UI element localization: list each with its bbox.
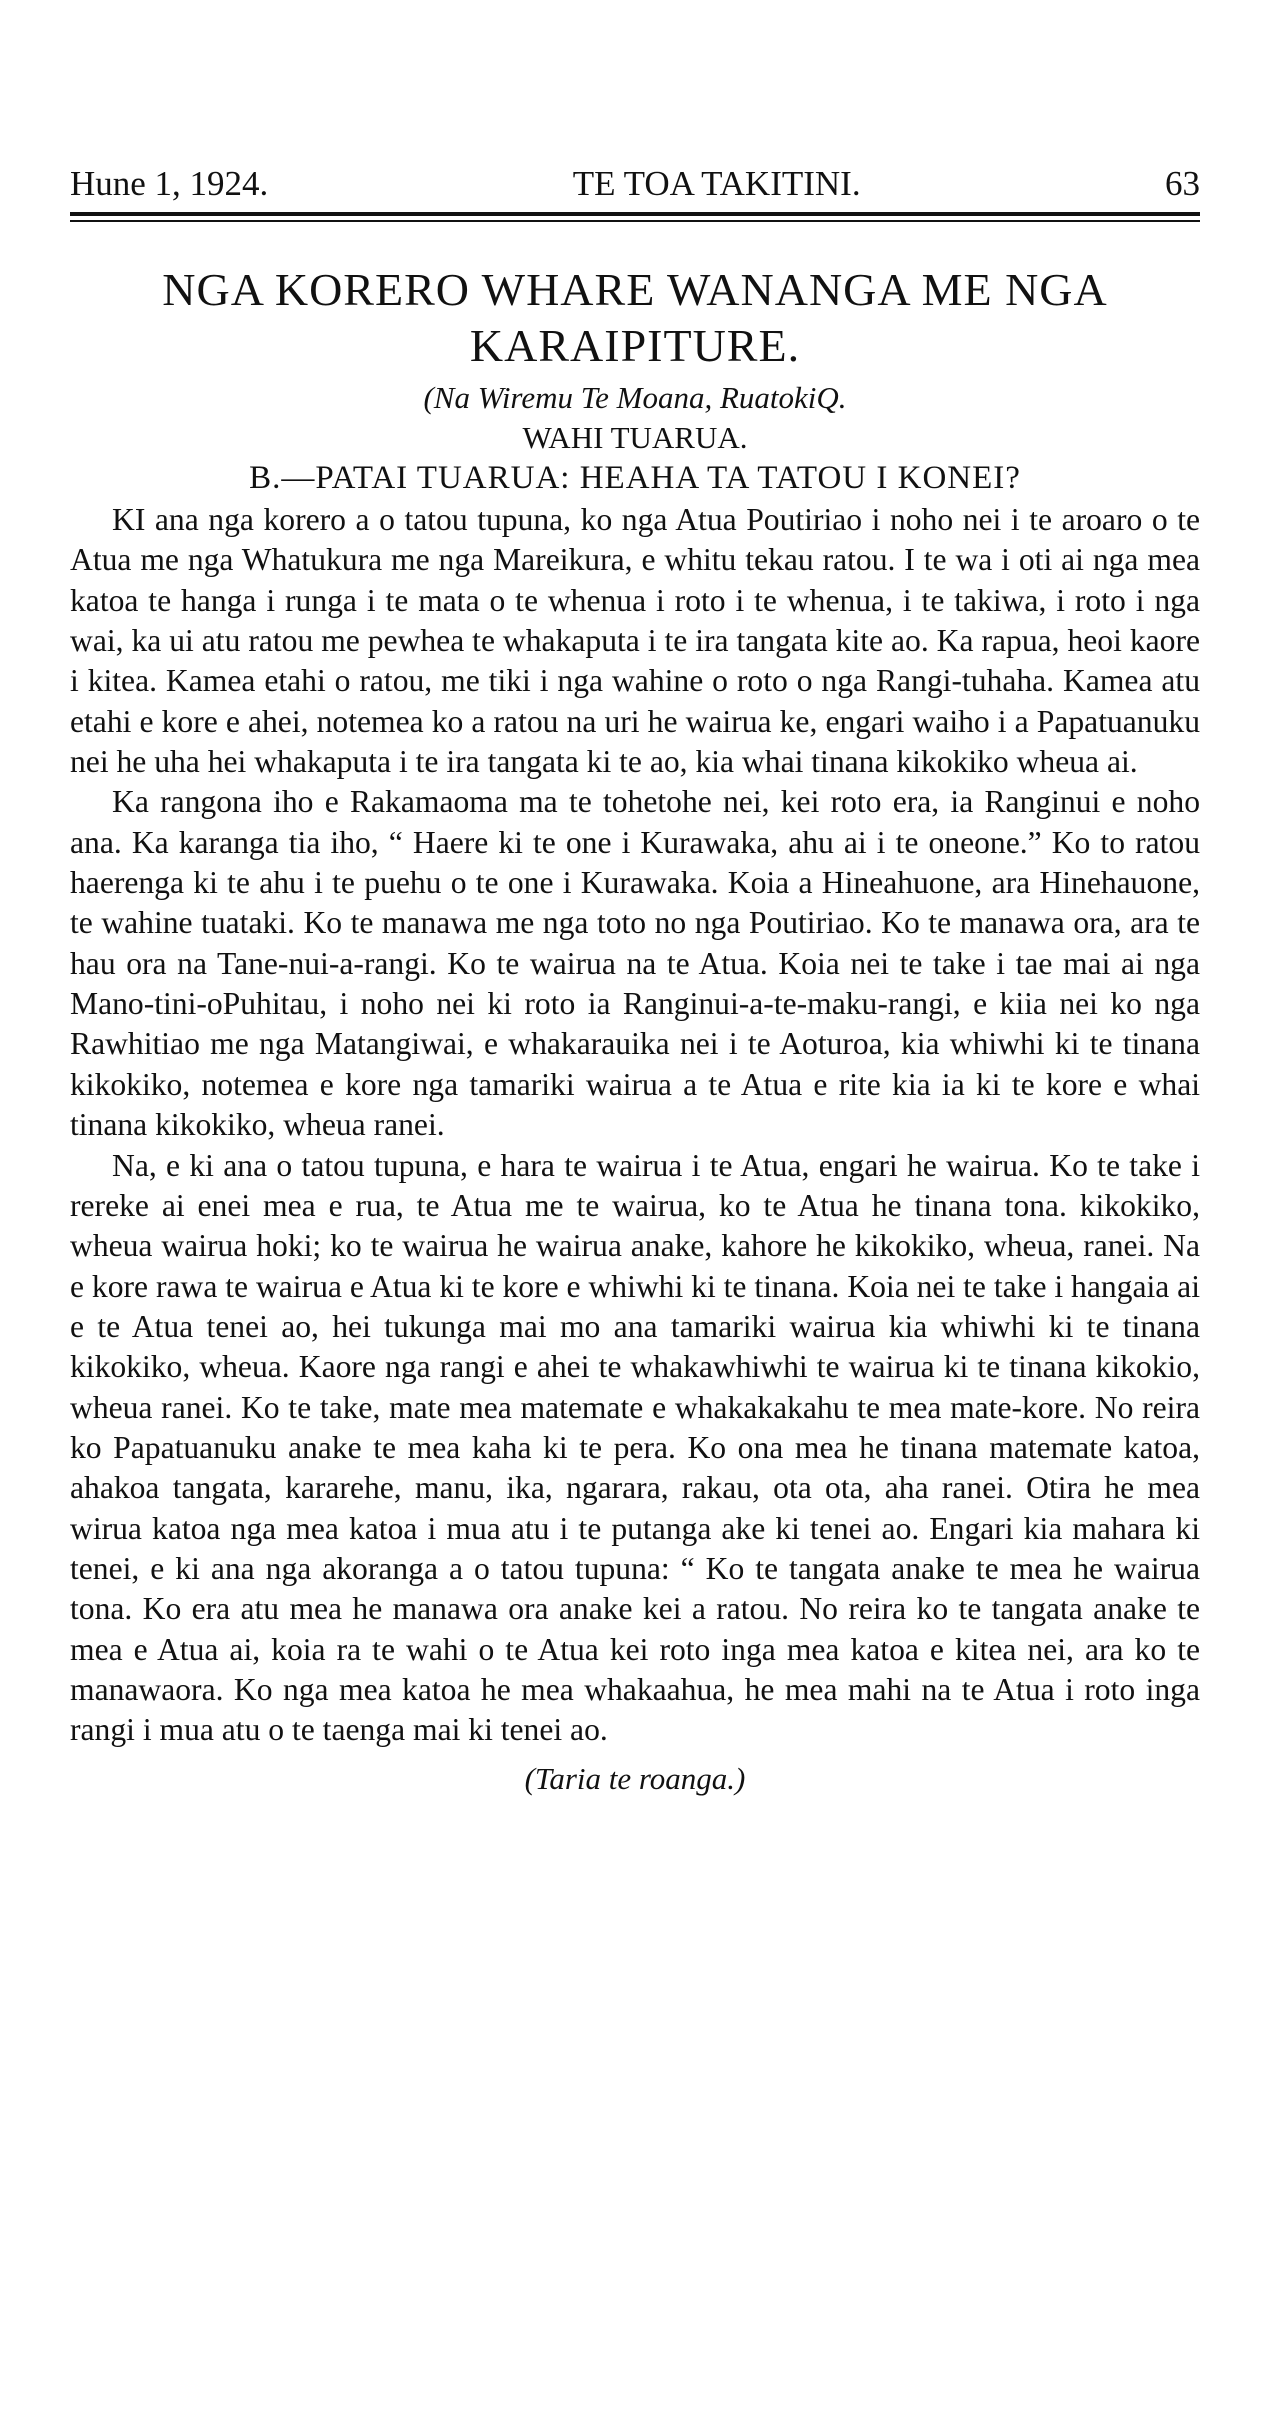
article-title: NGA KORERO WHARE WANANGA ME NGA KARAIPITURE. — [162, 264, 1108, 371]
header-rule-thick — [70, 212, 1200, 216]
article-body — [70, 500, 1200, 1751]
article-subheading: B.—PATAI TUARUA: HEAHA TA TATOU I KONEI? — [249, 460, 1021, 496]
issue-date: Hune 1, 1924. — [70, 164, 269, 203]
newspaper-page — [70, 160, 1200, 1799]
continued-note: (Taria te roanga.) — [524, 1760, 746, 1796]
header-rule-thin — [70, 220, 1200, 222]
page-header — [70, 160, 1200, 204]
publication-name: TE TOA TAKITINI. — [572, 164, 861, 203]
article-byline: (Na Wiremu Te Moana, RuatokiQ. — [423, 380, 847, 415]
section-heading: WAHI TUARUA. — [522, 420, 748, 455]
paragraph: Na, e ki ana o tatou tupuna, e hara te wairua i te Atua, engari he wairua. Ko te take i rereke ai enei mea e rua, te Atua me te wairua, ko te Atua he tinana tona. kikokiko, wheua wairua hoki; ko te wairua he wairua anake, kahore he kikokiko, wheua, ranei. Na e kore rawa te wairua e Atua ki te kore e whiwhi ki te tinana. Koia nei te take i hangaia ai e te Atua tenei ao, hei tukunga mai mo ana tamariki wairua kia whiwhi ki te tinana kikokiko, wheua. Kaore nga rangi e ahei te whakawhiwhi te wairua ki te tinana kikokio, wheua ranei. Ko te take, mate mea matemate e whakakakahu te mea mate-kore. No reira ko Papatuanuku anake te mea kaha ki te pera. Ko ona mea he tinana matemate katoa, ahakoa tangata, kararehe, manu, ika, ngarara, rakau, ota ota, aha ranei. Otira he mea wirua katoa nga mea katoa i mua atu i te putanga ake ki tenei ao. Engari kia mahara ki tenei, e ki ana nga akoranga a o tatou tupuna: “ Ko te tangata anake te mea he wairua tona. Ko era atu mea he manawa ora anake kei a ratou. No reira ko te tangata anake te mea e Atua ai, koia ra te wahi o te Atua kei roto inga mea katoa e kitea nei, ara ko te manawaora. Ko nga mea katoa he mea whakaahua, he mea mahi na te Atua i roto inga rangi i mua atu o te taenga mai ki tenei ao. — [70, 1147, 1200, 1748]
paragraph: KI ana nga korero a o tatou tupuna, ko nga Atua Poutiriao i noho nei i te aroaro o te Atua me nga Whatukura me nga Mareikura, e whitu tekau ratou. I te wa i oti ai nga mea katoa te hanga i runga i te mata o te whenua i roto i te whenua, i te takiwa, i roto i nga wai, ka ui atu ratou me pewhea te whakaputa i te ira tangata kite ao. Ka rapua, heoi kaore i kitea. Kamea etahi o ratou, me tiki i nga wahine o roto o nga Rangi-tuhaha. Kamea atu etahi e kore e ahei, notemea ko a ratou na uri he wairua ke, engari waiho i a Papatuanuku nei he uha hei whakaputa i te ira tangata ki te ao, kia whai tinana kikokiko wheua ai. — [70, 502, 1200, 780]
page-number: 63 — [1165, 164, 1200, 203]
paragraph: Ka rangona iho e Rakamaoma ma te tohetohe nei, kei roto era, ia Ranginui e noho ana. Ka karanga tia iho, “ Haere ki te one i Kurawaka, ahu ai i te oneone.” Ko to ratou haerenga ki te ahu i te puehu o te one i Kurawaka. Koia a Hineahuone, ara Hinehauone, te wahine tuataki. Ko te manawa me nga toto no nga Poutiriao. Ko te manawa ora, ara te hau ora na Tane-nui-a-rangi. Ko te wairua na te Atua. Koia nei te take i tae mai ai nga Mano-tini-oPuhitau, i noho nei ki roto ia Ranginui-a-te-maku-rangi, e kiia nei ko nga Rawhitiao me nga Matangiwai, e whakarauika nei i te Aoturoa, kia whiwhi ki te tinana kikokiko, notemea e kore nga tamariki wairua a te Atua e rite kia ia ki te kore e whai tinana kikokiko, wheua ranei. — [70, 784, 1200, 1143]
